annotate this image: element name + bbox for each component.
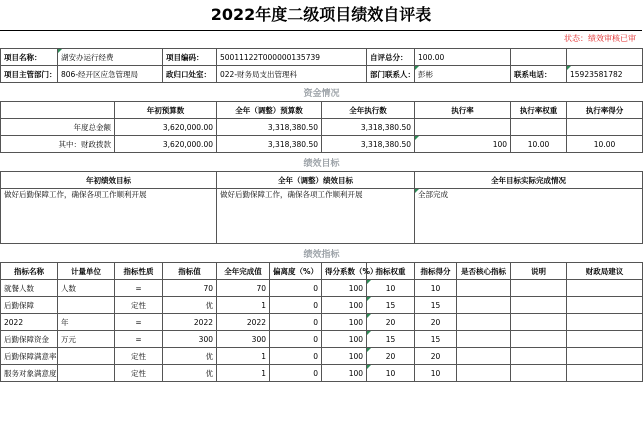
ind-value[interactable]: 300 [163, 331, 217, 348]
ind-done[interactable]: 300 [217, 331, 270, 348]
funds-header-initial: 年初预算数 [115, 102, 217, 119]
ind-advice[interactable] [567, 280, 643, 297]
goals-initial[interactable]: 做好后勤保障工作，确保各项工作顺利开展 [1, 189, 217, 244]
ind-name[interactable]: 就餐人数 [1, 280, 58, 297]
ind-done[interactable]: 1 [217, 348, 270, 365]
ind-weight[interactable]: 15 [367, 331, 415, 348]
ind-unit[interactable]: 人数 [58, 280, 115, 297]
funds-row [1, 136, 643, 153]
funds-header-blank [1, 102, 115, 119]
contact-field[interactable]: 彭彬 [415, 66, 511, 83]
ind-core[interactable] [457, 314, 511, 331]
ind-header: 得分系数（%） [322, 263, 367, 280]
project-name-field[interactable]: 湖安办运行经费 [58, 49, 163, 66]
funds-header-executed: 全年执行数 [322, 102, 415, 119]
office-label: 政归口处室： [163, 66, 217, 83]
ind-advice[interactable] [567, 348, 643, 365]
goals-section-title: 绩效目标 [1, 153, 643, 172]
ind-unit[interactable]: 年 [58, 314, 115, 331]
ind-advice[interactable] [567, 297, 643, 314]
ind-weight[interactable]: 20 [367, 348, 415, 365]
funds-row [1, 119, 643, 136]
ind-name[interactable]: 2022 [1, 314, 58, 331]
funds-weight[interactable]: 10.00 [511, 136, 567, 153]
self-score-label: 自评总分： [367, 49, 415, 66]
ind-header: 计量单位 [58, 263, 115, 280]
indicators-body [1, 280, 643, 382]
ind-header: 偏离度（%） [270, 263, 322, 280]
status-text: 状态：绩效审核已审 [564, 34, 636, 43]
funds-score[interactable] [567, 119, 643, 136]
ind-deviation[interactable]: 0 [270, 314, 322, 331]
ind-note[interactable] [511, 314, 567, 331]
ind-core[interactable] [457, 348, 511, 365]
ind-weight[interactable]: 20 [367, 314, 415, 331]
ind-unit[interactable] [58, 348, 115, 365]
ind-nature[interactable]: = [115, 314, 163, 331]
project-code-label: 项目编码： [163, 49, 217, 66]
ind-nature[interactable]: = [115, 280, 163, 297]
ind-advice[interactable] [567, 331, 643, 348]
indicator-row [1, 314, 643, 331]
ind-nature[interactable]: 定性 [115, 365, 163, 382]
funds-initial[interactable]: 3,620,000.00 [115, 136, 217, 153]
blank-cell [511, 49, 567, 66]
ind-core[interactable] [457, 297, 511, 314]
funds-weight[interactable] [511, 119, 567, 136]
funds-executed[interactable]: 3,318,380.50 [322, 136, 415, 153]
ind-coefficient[interactable]: 100 [322, 365, 367, 382]
funds-rate[interactable]: 100 [415, 136, 511, 153]
title-divider [0, 30, 642, 31]
ind-score[interactable]: 15 [415, 297, 457, 314]
ind-header: 全年完成值 [217, 263, 270, 280]
funds-initial[interactable]: 3,620,000.00 [115, 119, 217, 136]
funds-row-label: 年度总金额 [1, 119, 115, 136]
ind-score[interactable]: 20 [415, 314, 457, 331]
indicator-row [1, 331, 643, 348]
self-score-field[interactable]: 100.00 [415, 49, 511, 66]
indicator-row [1, 365, 643, 382]
goals-header-adjusted: 全年（调整）绩效目标 [217, 172, 415, 189]
ind-value[interactable]: 2022 [163, 314, 217, 331]
ind-done[interactable]: 1 [217, 365, 270, 382]
goals-header-actual: 全年目标实际完成情况 [415, 172, 643, 189]
ind-coefficient[interactable]: 100 [322, 297, 367, 314]
ind-score[interactable]: 15 [415, 331, 457, 348]
ind-unit[interactable] [58, 365, 115, 382]
dept-label: 项目主管部门： [1, 66, 58, 83]
goals-adjusted[interactable]: 做好后勤保障工作，确保各项工作顺利开展 [217, 189, 415, 244]
office-field[interactable]: 022-财务局支出管理科 [217, 66, 367, 83]
ind-coefficient[interactable]: 100 [322, 314, 367, 331]
ind-header: 说明 [511, 263, 567, 280]
ind-advice[interactable] [567, 365, 643, 382]
ind-weight[interactable]: 10 [367, 280, 415, 297]
funds-adjusted[interactable]: 3,318,380.50 [217, 136, 322, 153]
ind-note[interactable] [511, 348, 567, 365]
ind-deviation[interactable]: 0 [270, 348, 322, 365]
funds-row-label: 其中：财政拨款 [1, 136, 115, 153]
blank-cell [567, 49, 643, 66]
ind-header: 是否核心指标 [457, 263, 511, 280]
ind-name[interactable]: 服务对象满意度 [1, 365, 58, 382]
ind-value[interactable]: 优 [163, 365, 217, 382]
ind-score[interactable]: 10 [415, 280, 457, 297]
ind-header: 指标得分 [415, 263, 457, 280]
ind-note[interactable] [511, 280, 567, 297]
ind-weight[interactable]: 10 [367, 365, 415, 382]
ind-nature[interactable]: 定性 [115, 348, 163, 365]
ind-done[interactable]: 1 [217, 297, 270, 314]
funds-rate[interactable] [415, 119, 511, 136]
indicator-row [1, 280, 643, 297]
ind-unit[interactable]: 万元 [58, 331, 115, 348]
ind-coefficient[interactable]: 100 [322, 331, 367, 348]
ind-core[interactable] [457, 331, 511, 348]
ind-core[interactable] [457, 365, 511, 382]
ind-coefficient[interactable]: 100 [322, 348, 367, 365]
phone-label: 联系电话： [511, 66, 567, 83]
funds-header-weight: 执行率权重 [511, 102, 567, 119]
ind-name[interactable]: 后勤保障 [1, 297, 58, 314]
goals-header-row [1, 172, 643, 189]
ind-deviation[interactable]: 0 [270, 331, 322, 348]
ind-deviation[interactable]: 0 [270, 297, 322, 314]
project-name-label: 项目名称： [1, 49, 58, 66]
ind-coefficient[interactable]: 100 [322, 280, 367, 297]
phone-field[interactable]: 15923581782 [567, 66, 643, 83]
ind-done[interactable]: 2022 [217, 314, 270, 331]
ind-deviation[interactable]: 0 [270, 365, 322, 382]
ind-advice[interactable] [567, 314, 643, 331]
funds-header-adjusted: 全年（调整）预算数 [217, 102, 322, 119]
ind-header: 指标值 [163, 263, 217, 280]
goals-header-initial: 年初绩效目标 [1, 172, 217, 189]
ind-header: 指标性质 [115, 263, 163, 280]
ind-score[interactable]: 20 [415, 348, 457, 365]
indicator-row [1, 348, 643, 365]
info-row-2 [1, 66, 643, 83]
funds-section-title: 资金情况 [1, 83, 643, 102]
goals-actual[interactable]: 全部完成 [415, 189, 643, 244]
ind-nature[interactable]: 定性 [115, 297, 163, 314]
ind-core[interactable] [457, 280, 511, 297]
ind-name[interactable]: 后勤保障满意率 [1, 348, 58, 365]
ind-note[interactable] [511, 365, 567, 382]
ind-value[interactable]: 70 [163, 280, 217, 297]
ind-header: 指标权重 [367, 263, 415, 280]
page-title: 2022年度二级项目绩效自评表 [210, 5, 432, 24]
funds-header-score: 执行率得分 [567, 102, 643, 119]
info-row-1 [1, 49, 643, 66]
evaluation-table [0, 48, 643, 382]
ind-weight[interactable]: 15 [367, 297, 415, 314]
ind-name[interactable]: 后勤保障资金 [1, 331, 58, 348]
ind-value[interactable]: 优 [163, 297, 217, 314]
indicators-section-title: 绩效指标 [1, 244, 643, 263]
indicators-header-row [1, 263, 643, 280]
funds-header-row [1, 102, 643, 119]
ind-score[interactable]: 10 [415, 365, 457, 382]
ind-note[interactable] [511, 297, 567, 314]
funds-header-rate: 执行率 [415, 102, 511, 119]
ind-note[interactable] [511, 331, 567, 348]
ind-nature[interactable]: = [115, 331, 163, 348]
ind-header: 指标名称 [1, 263, 58, 280]
goals-row [1, 189, 643, 244]
project-code-field[interactable]: 50011122T000000135739 [217, 49, 367, 66]
ind-deviation[interactable]: 0 [270, 280, 322, 297]
ind-unit[interactable] [58, 297, 115, 314]
indicator-row [1, 297, 643, 314]
funds-score[interactable]: 10.00 [567, 136, 643, 153]
funds-executed[interactable]: 3,318,380.50 [322, 119, 415, 136]
ind-header: 财政局建议 [567, 263, 643, 280]
ind-value[interactable]: 优 [163, 348, 217, 365]
ind-done[interactable]: 70 [217, 280, 270, 297]
dept-field[interactable]: 806-经开区应急管理局 [58, 66, 163, 83]
funds-adjusted[interactable]: 3,318,380.50 [217, 119, 322, 136]
contact-label: 部门联系人： [367, 66, 415, 83]
